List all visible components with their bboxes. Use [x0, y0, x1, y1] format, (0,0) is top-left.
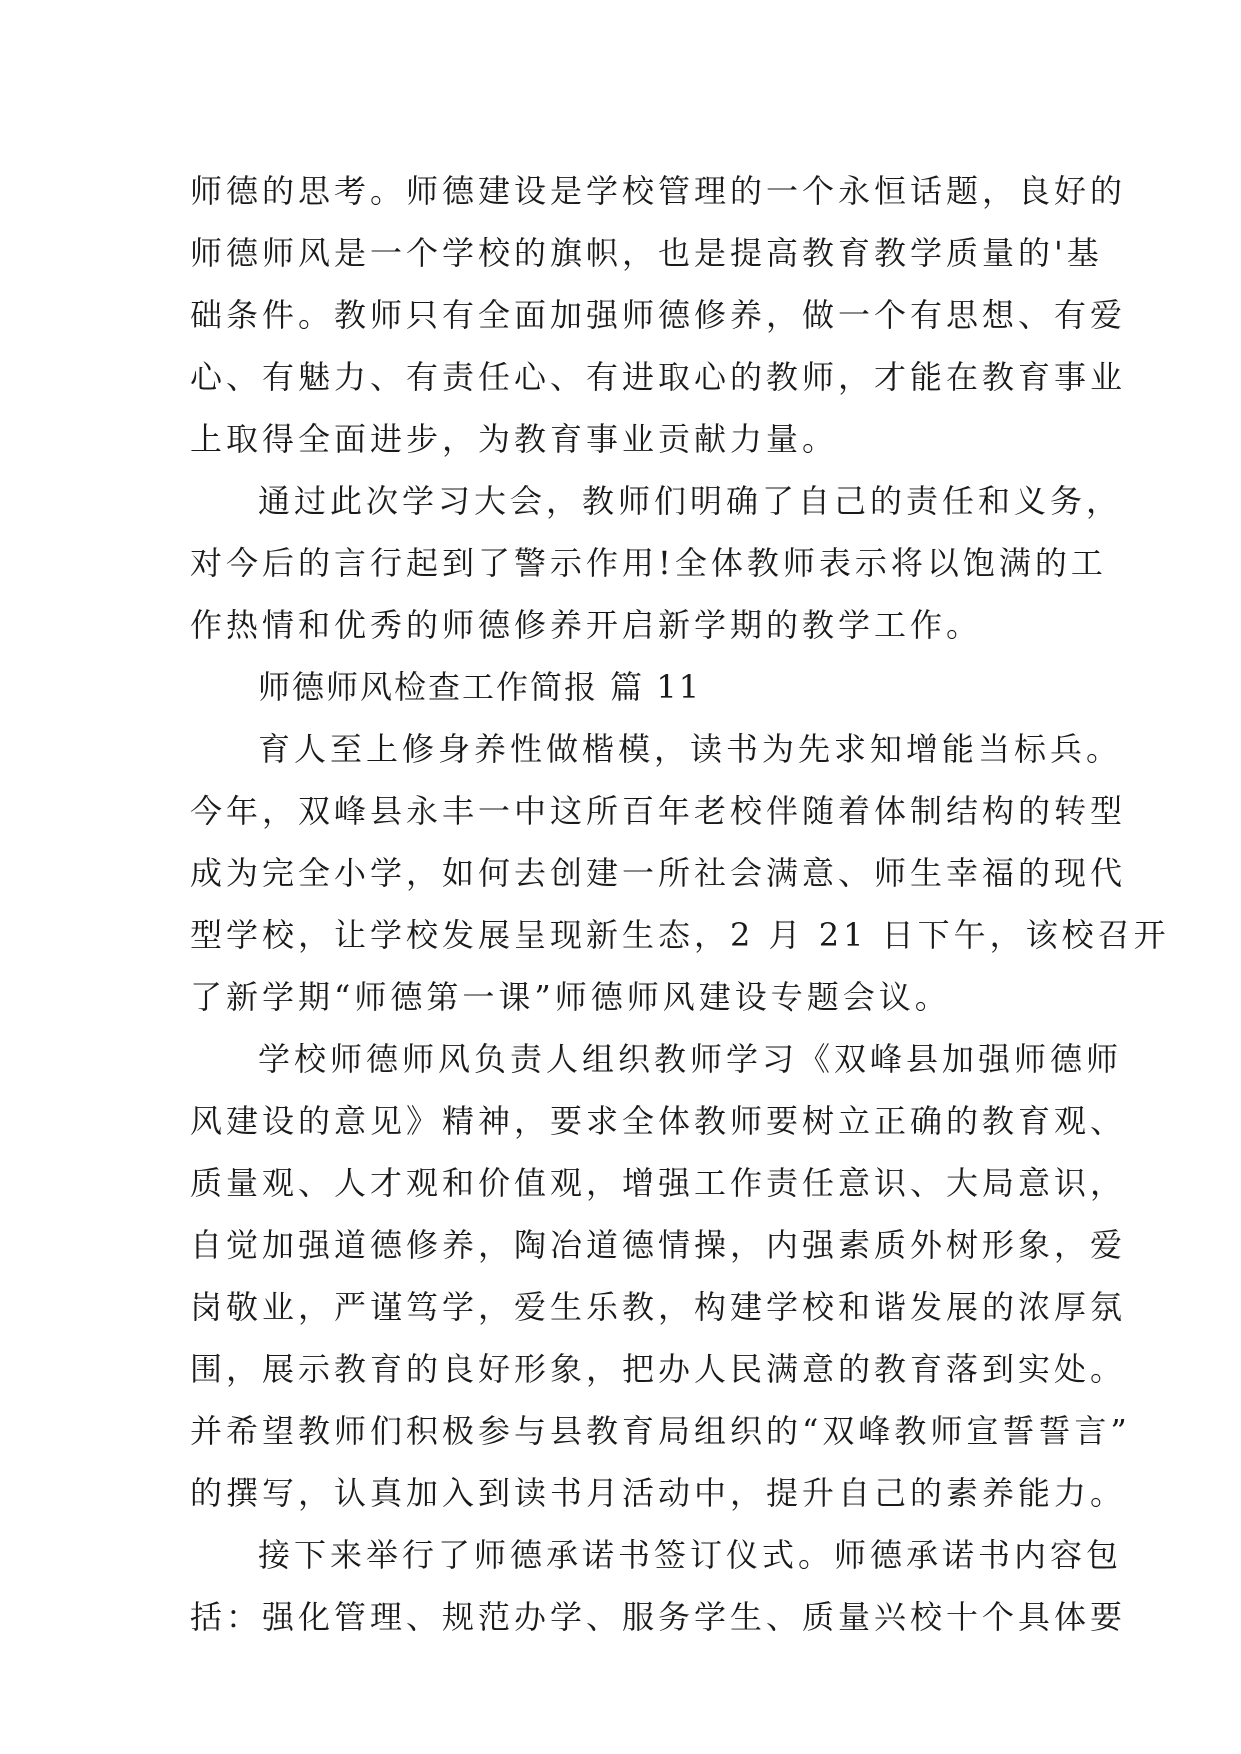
text-line: 风建设的意见》精神，要求全体教师要树立正确的教育观、 [190, 1102, 1127, 1140]
text-line: 了新学期“师德第一课”师德师风建设专题会议。 [190, 978, 951, 1016]
text-line: 师德师风是一个学校的旗帜，也是提高教育教学质量的'基 [190, 234, 1103, 272]
section-heading: 师德师风检查工作简报 篇 11 [258, 668, 702, 706]
text-line: 并希望教师们积极参与县教育局组织的“双峰教师宣誓誓言” [190, 1412, 1131, 1450]
text-line: 对今后的言行起到了警示作用!全体教师表示将以饱满的工 [190, 544, 1107, 582]
text-line: 上取得全面进步，为教育事业贡献力量。 [190, 420, 839, 458]
text-line: 今年，双峰县永丰一中这所百年老校伴随着体制结构的转型 [190, 792, 1127, 830]
document-body [190, 160, 1170, 1648]
paragraph-start-line: 通过此次学习大会，教师们明确了自己的责任和义务， [258, 482, 1123, 520]
text-line: 师德的思考。师德建设是学校管理的一个永恒话题，良好的 [190, 172, 1127, 210]
paragraph-start-line: 学校师德师风负责人组织教师学习《双峰县加强师德师 [258, 1040, 1123, 1078]
paragraph-start-line: 接下来举行了师德承诺书签订仪式。师德承诺书内容包 [258, 1536, 1123, 1574]
text-line: 的撰写，认真加入到读书月活动中，提升自己的素养能力。 [190, 1474, 1127, 1512]
text-line: 自觉加强道德修养，陶冶道德情操，内强素质外树形象，爱 [190, 1226, 1127, 1264]
text-line: 围，展示教育的良好形象，把办人民满意的教育落到实处。 [190, 1350, 1127, 1388]
text-line: 质量观、人才观和价值观，增强工作责任意识、大局意识， [190, 1164, 1127, 1202]
text-line: 型学校，让学校发展呈现新生态，2 月 21 日下午，该校召开 [190, 916, 1170, 954]
text-line: 础条件。教师只有全面加强师德修养，做一个有思想、有爱 [190, 296, 1127, 334]
text-line: 岗敬业，严谨笃学，爱生乐教，构建学校和谐发展的浓厚氛 [190, 1288, 1127, 1326]
paragraph-start-line: 育人至上修身养性做楷模，读书为先求知增能当标兵。 [258, 730, 1123, 768]
text-line: 作热情和优秀的师德修养开启新学期的教学工作。 [190, 606, 983, 644]
text-line: 括：强化管理、规范办学、服务学生、质量兴校十个具体要 [190, 1598, 1127, 1636]
text-line: 心、有魅力、有责任心、有进取心的教师，才能在教育事业 [190, 358, 1127, 396]
text-line: 成为完全小学，如何去创建一所社会满意、师生幸福的现代 [190, 854, 1127, 892]
